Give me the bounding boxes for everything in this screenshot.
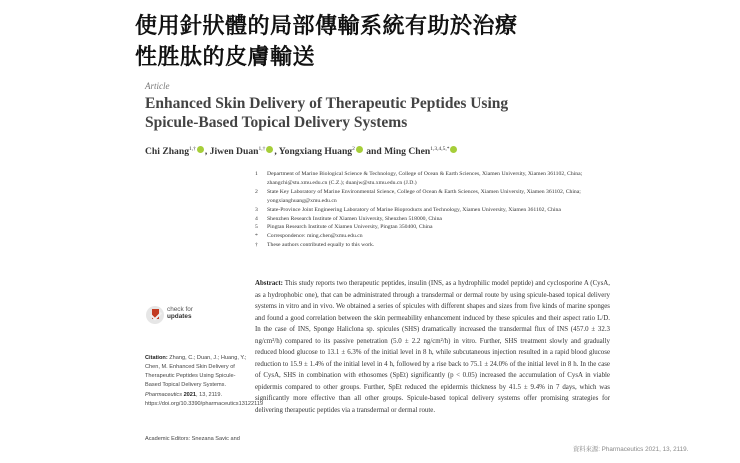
affiliation-marker: 3: [255, 206, 258, 213]
equal-contribution-note: [255, 241, 605, 250]
author-separator: and: [363, 146, 385, 158]
author-name: Jiwen Duan: [209, 146, 259, 158]
affiliation-marker: *: [255, 233, 258, 240]
orcid-icon[interactable]: [266, 146, 273, 153]
affiliation-marker: 4: [255, 215, 258, 222]
affiliation-marker: †: [255, 242, 258, 249]
affiliation-item: [255, 206, 605, 215]
affiliation-text: State Key Laboratory of Marine Environmental Science, College of Ocean & Earth Sciences, Xiamen University, Xiamen 361102, China; yongxianghuang@xmu.edu.cn: [267, 188, 581, 204]
affiliation-item: [255, 188, 605, 206]
affiliation-text: Shenzhen Research Institute of Xiamen University, Shenzhen 518000, China: [267, 215, 442, 222]
chinese-title-line-1: 使用針狀體的局部傳輸系統有助於治療: [135, 14, 518, 39]
affiliation-marker: 1: [255, 171, 258, 177]
check-for-updates-text: [167, 306, 193, 320]
correspondence-item: [255, 232, 605, 241]
orcid-icon[interactable]: [450, 146, 457, 153]
check-for-updates-badge[interactable]: [146, 305, 226, 327]
author-separator: ,: [204, 146, 210, 158]
orcid-icon[interactable]: [356, 146, 363, 153]
citation-journal: Pharmaceutics: [145, 391, 182, 398]
affiliation-text: State-Province Joint Engineering Laboratory of Marine Bioproducts and Technology, Xiamen University, Xiamen 361102, China: [267, 206, 561, 213]
affiliation-text: Department of Marine Biological Science & Technology, College of Ocean & Earth Sciences, Xiamen University, Xiamen 361102, China; zhangchi@stu.xmu.edu.cn (C.Z.); duanjw@stu.xmu.edu.cn (J.D.): [267, 171, 583, 186]
author-affiliation-marks: 1,†: [189, 146, 196, 152]
affiliations-list: [255, 170, 605, 250]
affiliation-item: [255, 223, 605, 232]
orcid-icon[interactable]: [197, 146, 204, 153]
author-affiliation-marks: 1,†: [258, 146, 266, 152]
chinese-title-line-2: 性胜肽的皮膚輸送: [135, 45, 316, 70]
affiliation-marker: 5: [255, 224, 258, 231]
paper-title: [145, 94, 585, 132]
affiliation-marker: 2: [255, 188, 258, 195]
author-name: Yongxiang Huang: [278, 146, 353, 158]
citation-label: Citation:: [145, 355, 168, 361]
author-affiliation-marks: 2: [352, 146, 355, 152]
affiliation-item: [255, 215, 605, 224]
chinese-title: [135, 11, 655, 73]
citation-block: [145, 354, 264, 409]
abstract-label: Abstract:: [255, 280, 283, 287]
equal-contribution-text: These authors contributed equally to this work.: [267, 242, 375, 249]
author-name: Ming Chen: [384, 146, 431, 158]
paper-title-line-1: Enhanced Skin Delivery of Therapeutic Peptides Using: [145, 95, 509, 112]
abstract: [255, 278, 610, 417]
source-caption: 資料來源: Pharmaceutics 2021, 13, 2119.: [573, 446, 689, 453]
article-type-label: Article: [145, 81, 170, 91]
correspondence-text: Correspondence: ming.chen@xmu.edu.cn: [267, 233, 363, 240]
check-for-updates-icon: [146, 306, 164, 324]
author-affiliation-marks: 1,3,4,5,*: [430, 146, 450, 152]
citation-doi[interactable]: , 13, 2119. https://doi.org/10.3390/pharmaceutics13122119: [145, 391, 264, 407]
author-name: Chi Zhang: [145, 146, 189, 158]
affiliation-item: [255, 170, 605, 188]
citation-text: Zhang, C.; Duan, J.; Huang, Y.; Chen, M. Enhanced Skin Delivery of Therapeutic Peptides Using Spicule-Based Topical Delivery Systems.: [145, 355, 247, 389]
citation-year: 2021: [183, 391, 197, 398]
author-list: [145, 146, 458, 157]
abstract-text: This study reports two therapeutic peptides, insulin (INS, as a hydrophilic model peptide) and cyclosporine A (CysA, as a hydrophobic one), that can be administrated through a transdermal or dermal route by using spicule-based topical delivery systems in vitro and in vivo. We obtained a series of spicules with different shapes and sizes from five kinds of marine sponges and found a good correlation between the skin permeability enhancement induced by these spicules and their aspect ratio L/D. In the case of INS, Sponge Haliclona sp. spicules (SHS) dramatically increased the transdermal flux of INS (457.0 ± 32.3 ng/cm²/h) compared to its passive penetration (5.0 ± 2.2 ng/cm²/h) in vitro. Further, SHS treatment slowly and gradually reduced blood glucose to 13.1 ± 6.3% of the initial level in 8 h, while subcutaneous injection resulted in a rapid blood glucose reduction to 15.9 ± 1.4% of the initial level in 4 h, followed by a rise back to 75.1 ± 24.0% of the initial level in 8 h. In the case of CysA, SHS in combination with ethosomes (SpEt) significantly (p < 0.05) increased the accumulation of CysA in viable epidermis compared to other groups. Further, SpEt reduced the epidermis thickness by 41.5 ± 9.4% in 7 days, which was significantly more effective than all other groups. Spicule-based topical delivery systems offer promising strategies for delivering therapeutic peptides via a transdermal or dermal route.: [255, 280, 611, 415]
check-for-updates-line-1: check for: [167, 306, 193, 313]
affiliation-text: Pingtan Research Institute of Xiamen University, Pingtan 350400, China: [267, 224, 433, 231]
author-separator: ,: [274, 146, 279, 158]
academic-editors: Academic Editors: Snezana Savic and: [145, 436, 240, 442]
check-for-updates-line-2: updates: [167, 313, 192, 320]
paper-title-line-2: Spicule-Based Topical Delivery Systems: [145, 114, 408, 131]
